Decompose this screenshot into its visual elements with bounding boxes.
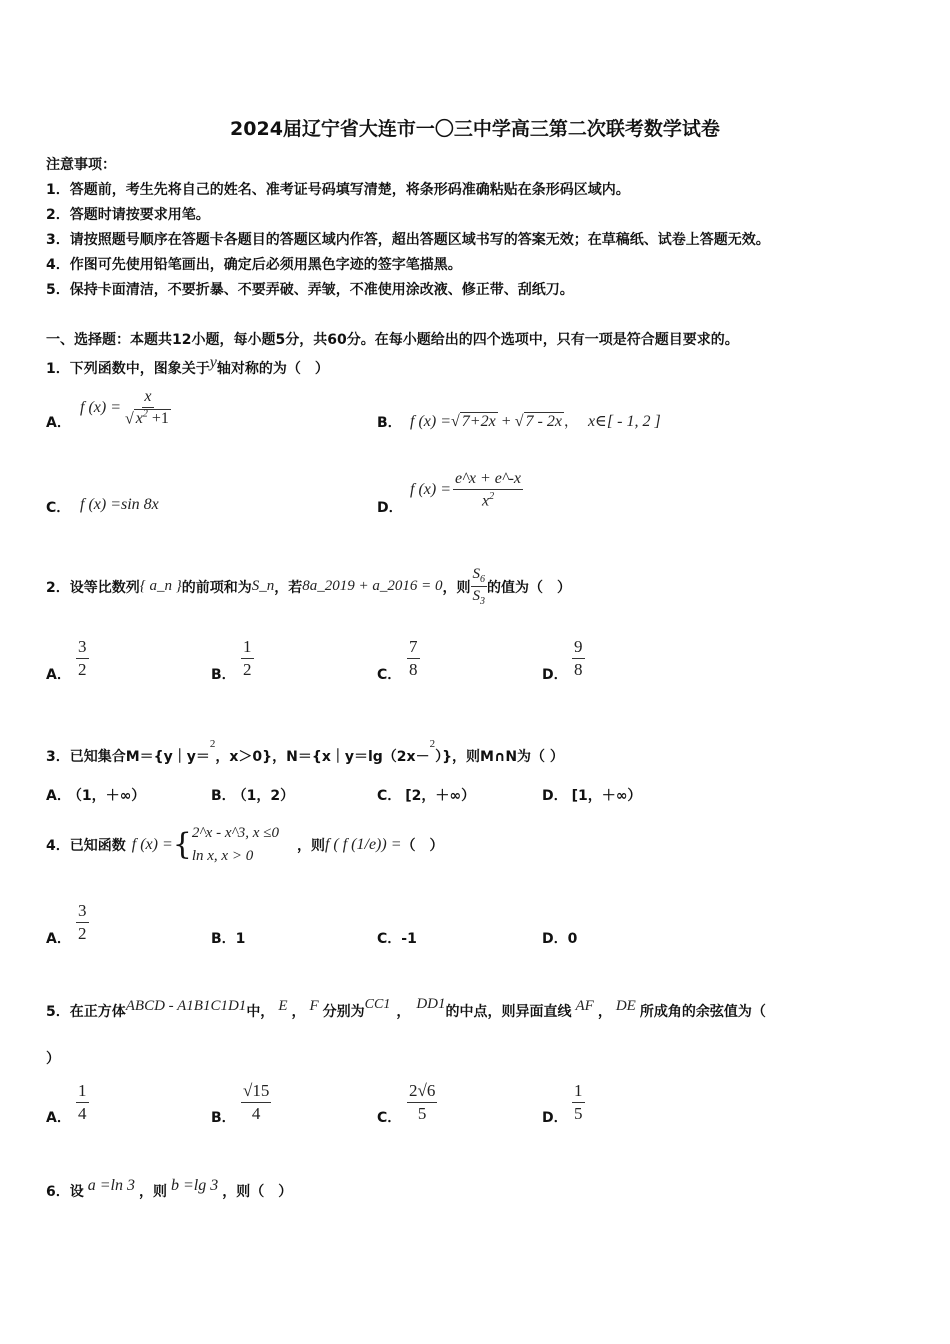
q1-a-fraction (123, 388, 173, 428)
q1-b-radical-1: 7+2x (461, 413, 496, 430)
q2-ratio: $\frac{S_6}{S_3}$ (472, 566, 485, 607)
q3-stem-c: ）}，则M∩N为（ ） (435, 749, 564, 765)
q1-option-d-expr[interactable] (410, 470, 523, 510)
q1-stem-b: 轴对称的为（ ） (216, 361, 329, 377)
q2-option-a-label[interactable]: A． (46, 667, 71, 683)
q4-stem-b: ，则 (296, 837, 325, 854)
q1-stem-a: 1．下列函数中，图象关于 (46, 361, 210, 377)
q6-stem-b: ，则 (139, 1184, 167, 1200)
q5-stem-b: 中， (246, 1004, 275, 1020)
q5-line-de: DE (615, 998, 636, 1014)
q2-option-d-label[interactable]: D． (542, 667, 568, 683)
q6-stem-c: ，则（ ） (222, 1184, 293, 1200)
q1-d-denominator: $x^2$ (481, 490, 495, 509)
q1-b-domain: x∈[ - 1, 2 ] (587, 413, 661, 430)
q4-option-a-label[interactable]: A． (46, 931, 71, 947)
q2-option-c-label[interactable]: C． (377, 667, 402, 683)
q6-b-expr: b =lg 3 (171, 1177, 219, 1194)
q3-stem-a: 3．已知集合M＝{y｜y＝ (46, 749, 210, 765)
q5-cc1: CC1 (364, 997, 391, 1012)
q4-case-2: ln x, x > 0 (191, 847, 254, 864)
q1-d-fraction (453, 470, 523, 510)
q3-sup-1: 2 (209, 738, 216, 750)
page-title: 2024届辽宁省大连市一〇三中学高三第二次联考数学试卷 (230, 118, 720, 140)
q4-query: f ( f (1/e)) = (324, 835, 402, 853)
q4-option-d[interactable]: D．0 (542, 931, 578, 947)
q1-b-plus: + (497, 413, 515, 430)
q1-var-y: y (209, 354, 217, 371)
q1-a-numerator: x (142, 388, 153, 408)
q5-stem-close: ） (46, 1051, 60, 1067)
q3-option-a[interactable]: A． （1，＋∞） (46, 788, 146, 804)
notice-item-3: 3．请按照题号顺序在答题卡各题目的答题区域内作答，超出答题区域书写的答案无效；在草稿纸、试卷上答题无效。 (46, 232, 770, 248)
q4-stem-a: 4．已知函数 (46, 837, 126, 854)
notice-item-5: 5．保持卡面清洁，不要折暴、不要弄破、弄皱，不准使用涂改液、修正带、刮纸刀。 (46, 282, 574, 298)
q1-option-c-expr[interactable]: f (x) =sin 8x (80, 496, 159, 513)
q2-option-b-value[interactable]: $\frac{1}{2}$ (243, 637, 252, 679)
q2-stem-b: 的前项和为 (181, 579, 252, 596)
q1-d-numerator: e^x + e^-x (453, 470, 523, 490)
q3-sup-2: 2 (429, 738, 436, 750)
q1-option-c-label[interactable]: C． (46, 500, 71, 516)
section-heading: 一、选择题：本题共12小题，每小题5分，共60分。在每小题给出的四个选项中，只有一项是符合题目要求的。 (46, 332, 739, 348)
q1-b-radical-2: 7 - 2x (525, 413, 562, 430)
q1-b-lhs: f (x) = (410, 413, 451, 430)
q2-option-c-value[interactable]: $\frac{7}{8}$ (409, 637, 418, 679)
q5-dd1: DD1 (416, 996, 446, 1012)
q4-option-c[interactable]: C．-1 (377, 931, 417, 947)
q5-point-e: E (278, 998, 288, 1014)
q1-option-a-expr[interactable] (80, 388, 173, 428)
q5-point-f: F (309, 998, 319, 1014)
q1-option-a-label[interactable]: A． (46, 415, 71, 431)
q4-option-b[interactable]: B．1 (211, 931, 246, 947)
q5-option-a-value[interactable]: $\frac{1}{4}$ (78, 1081, 87, 1123)
q4-lhs: f (x) = (131, 835, 173, 853)
q6-stem-a: 6．设 (46, 1184, 84, 1200)
question-2-stem (46, 566, 571, 607)
q2-option-a-value[interactable]: $\frac{3}{2}$ (78, 637, 87, 679)
q5-option-c-label[interactable]: C． (377, 1110, 402, 1126)
q2-stem-e: 的值为（ ） (487, 579, 571, 596)
q2-option-b-label[interactable]: B． (211, 667, 236, 683)
q5-option-b-label[interactable]: B． (211, 1110, 236, 1126)
q2-condition: 8a_2019 + a_2016 = 0 (302, 578, 443, 594)
q5-cube: ABCD - A1B1C1D1 (125, 998, 247, 1014)
q2-stem-c: ，若 (274, 579, 303, 596)
q1-option-d-label[interactable]: D． (377, 500, 403, 516)
notice-heading: 注意事项： (46, 157, 116, 173)
q1-d-lhs: f (x) = (410, 480, 451, 498)
q4-option-a-value[interactable]: $\frac{3}{2}$ (78, 901, 87, 943)
q5-stem-c: 分别为 (322, 1004, 365, 1020)
q4-stem-c: （ ） (401, 837, 444, 854)
notice-item-4: 4．作图可先使用铅笔画出，确定后必须用黑色字迹的签字笔描黑。 (46, 257, 462, 273)
q1-option-b-label[interactable]: B． (377, 415, 402, 431)
notice-item-1: 1．答题前，考生先将自己的姓名、准考证号码填写清楚，将条形码准确粘贴在条形码区域内。 (46, 182, 630, 198)
q4-brace: { (172, 827, 192, 862)
q1-a-denominator: √ $x^2 +1$ (125, 408, 169, 427)
q1-b-comma: ， (563, 414, 578, 430)
q5-option-c-value[interactable]: $\frac{2√6}{5}$ (409, 1081, 436, 1123)
question-4-stem (46, 822, 444, 867)
question-1-stem (46, 354, 329, 378)
q4-case-1: 2^x - x^3, x ≤0 (191, 825, 279, 841)
notice-item-2: 2．答题时请按要求用笔。 (46, 207, 210, 223)
q5-stem-e: 所成角的余弦值为（ (639, 1004, 766, 1020)
q2-seq: { a_n } (139, 578, 182, 594)
q5-stem-d: 的中点，则异面直线 (445, 1004, 572, 1020)
q5-stem-a: 5．在正方体 (46, 1004, 126, 1020)
question-6-stem (46, 1177, 292, 1201)
q4-piecewise (192, 822, 279, 867)
q5-option-d-label[interactable]: D． (542, 1110, 568, 1126)
q5-option-b-value[interactable]: $\frac{√15}{4}$ (243, 1081, 270, 1123)
q5-option-d-value[interactable]: $\frac{1}{5}$ (574, 1081, 583, 1123)
q2-option-d-value[interactable]: $\frac{9}{8}$ (574, 637, 583, 679)
q2-sn: S_n (251, 578, 275, 594)
q1-option-b-expr[interactable]: f (x) =√ 7+2x + √ 7 - 2x ， x∈[ - 1, 2 ] (410, 413, 661, 430)
q5-line-af: AF (575, 998, 594, 1014)
q3-stem-b: ，x＞0}，N＝{x｜y＝lg（2x－ (215, 749, 430, 765)
q1-a-lhs: f (x) = (80, 398, 121, 416)
q2-stem-a: 2．设等比数列 (46, 579, 140, 596)
q2-stem-d: ，则 (442, 579, 471, 596)
q3-option-c[interactable]: C． [2，＋∞） (377, 788, 476, 804)
q5-option-a-label[interactable]: A． (46, 1110, 71, 1126)
question-3-stem (46, 738, 564, 766)
q3-option-b[interactable]: B． （1，2） (211, 788, 295, 804)
q3-option-d[interactable]: D． [1，＋∞） (542, 788, 642, 804)
q5-comma: ， (291, 1004, 306, 1020)
question-5-stem: 5．在正方体ABCD - A1B1C1D1中， E ， F 分别为CC1 ， DD1的中点，则异面直线 AF ， DE 所成角的余弦值为（ (46, 996, 766, 1020)
q6-a-expr: a =ln 3 (87, 1177, 135, 1194)
